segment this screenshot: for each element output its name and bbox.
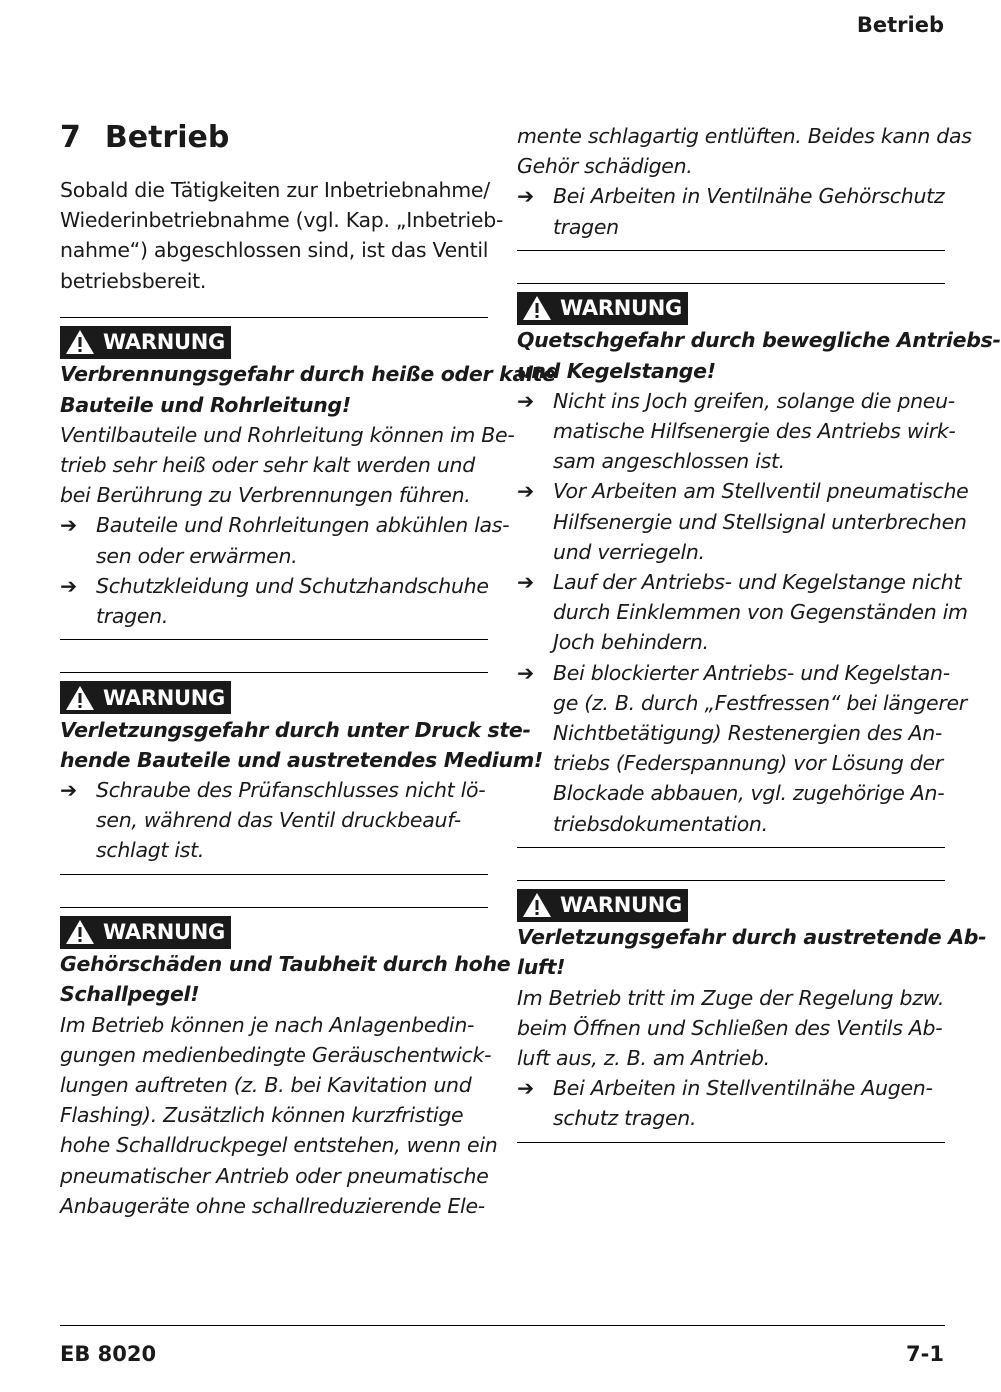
bullet-text: Schraube des Prüfanschlusses nicht lö-	[96, 778, 486, 803]
warning-box	[517, 292, 1001, 839]
warning-body: Gehör schädigen.	[517, 154, 693, 179]
warning-body: Flashing). Zusätzlich können kurzfristige	[60, 1103, 464, 1128]
arrow-bullet-icon: ➔	[517, 184, 535, 209]
warning-badge	[517, 889, 688, 922]
warning-title: Bauteile und Rohrleitung!	[60, 392, 351, 417]
page-number: 7-1	[906, 1342, 944, 1366]
warning-badge-label: WARNUNG	[560, 296, 682, 321]
warning-bullet	[517, 476, 969, 567]
warning-title: luft!	[517, 955, 566, 980]
warning-badge	[60, 916, 231, 949]
chapter-heading	[60, 120, 229, 155]
warning-body: pneumatischer Antrieb oder pneumatische	[60, 1163, 489, 1188]
intro-paragraph	[60, 175, 504, 296]
warning-title: Quetschgefahr durch bewegliche Antriebs-	[517, 328, 1001, 353]
warning-triangle-icon	[65, 329, 95, 355]
divider	[60, 672, 488, 673]
warning-badge-label: WARNUNG	[103, 920, 225, 945]
bullet-text: Nicht ins Joch greifen, solange die pneu-	[553, 388, 955, 413]
bullet-text: sen oder erwärmen.	[96, 543, 298, 568]
warning-body: Im Betrieb tritt im Zuge der Regelung bzw.	[517, 985, 945, 1010]
arrow-bullet-icon: ➔	[60, 778, 78, 803]
divider	[517, 847, 945, 848]
bullet-text: durch Einklemmen von Gegenständen im	[553, 600, 968, 625]
footer-divider	[60, 1325, 945, 1326]
warning-bullet	[60, 571, 488, 631]
warning-title: Gehörschäden und Taubheit durch hohe	[60, 952, 511, 977]
warning-badge	[60, 681, 231, 714]
bullet-text: Bauteile und Rohrleitungen abkühlen las-	[96, 513, 510, 538]
intro-line: Wiederinbetriebnahme (vgl. Kap. „Inbetrieb-	[60, 208, 504, 233]
bullet-text: und verriegeln.	[553, 539, 705, 564]
bullet-text: Hilfsenergie und Stellsignal unterbrechen	[553, 509, 967, 534]
warning-bullet	[60, 510, 510, 570]
warning-body: beim Öffnen und Schließen des Ventils Ab-	[517, 1015, 943, 1040]
arrow-bullet-icon: ➔	[517, 388, 535, 413]
divider	[60, 907, 488, 908]
bullet-text: Vor Arbeiten am Stellventil pneumatische	[553, 479, 969, 504]
chapter-title: Betrieb	[104, 120, 230, 155]
warning-body: luft aus, z. B. am Antrieb.	[517, 1046, 770, 1071]
warning-bullet	[517, 567, 968, 658]
bullet-text: tragen	[553, 214, 619, 239]
warning-box	[517, 889, 987, 1134]
bullet-text: sen, während das Ventil druckbeauf-	[96, 808, 461, 833]
warning-box-continued	[517, 121, 972, 242]
warning-body: bei Berührung zu Verbrennungen führen.	[60, 483, 471, 508]
warning-body: trieb sehr heiß oder sehr kalt werden und	[60, 452, 475, 477]
arrow-bullet-icon: ➔	[517, 479, 535, 504]
warning-body: Im Betrieb können je nach Anlagenbedin-	[60, 1012, 475, 1037]
warning-bullet	[517, 658, 967, 839]
bullet-text: Joch behindern.	[553, 630, 709, 655]
warning-badge	[517, 292, 688, 325]
bullet-text: sam angeschlossen ist.	[553, 449, 785, 474]
warning-title: Schallpegel!	[60, 982, 200, 1007]
divider	[517, 250, 945, 251]
arrow-bullet-icon: ➔	[517, 1076, 535, 1101]
document-id: EB 8020	[60, 1342, 157, 1366]
warning-body: Ventilbauteile und Rohrleitung können im Be-	[60, 422, 515, 447]
bullet-text: ge (z. B. durch „Festfressen“ bei längerer	[553, 690, 967, 715]
intro-line: betriebsbereit.	[60, 268, 207, 293]
bullet-text: Nichtbetätigung) Restenergien des An-	[553, 720, 943, 745]
arrow-bullet-icon: ➔	[517, 569, 535, 594]
divider	[60, 874, 488, 875]
warning-triangle-icon	[522, 295, 552, 321]
warning-body: lungen auftreten (z. B. bei Kavitation und	[60, 1072, 472, 1097]
arrow-bullet-icon: ➔	[60, 513, 78, 538]
bullet-text: schlagt ist.	[96, 838, 205, 863]
warning-badge	[60, 326, 231, 359]
divider	[60, 317, 488, 318]
divider	[517, 1142, 945, 1143]
warning-box	[60, 916, 511, 1221]
arrow-bullet-icon: ➔	[517, 660, 535, 685]
bullet-text: Bei Arbeiten in Stellventilnähe Augen-	[553, 1076, 933, 1101]
warning-title: Verletzungsgefahr durch unter Druck ste-	[60, 717, 531, 742]
bullet-text: Lauf der Antriebs- und Kegelstange nicht	[553, 569, 962, 594]
bullet-text: tragen.	[96, 603, 169, 628]
warning-body: gungen medienbedingte Geräuschentwick-	[60, 1042, 492, 1067]
warning-triangle-icon	[522, 892, 552, 918]
bullet-text: triebs (Federspannung) vor Lösung der	[553, 751, 943, 776]
intro-line: Sobald die Tätigkeiten zur Inbetriebnahme/	[60, 178, 490, 202]
running-header: Betrieb	[856, 13, 944, 37]
divider	[517, 283, 945, 284]
warning-bullet	[517, 386, 956, 477]
warning-title: hende Bauteile und austretendes Medium!	[60, 747, 543, 772]
bullet-text: Schutzkleidung und Schutzhandschuhe	[96, 573, 489, 598]
warning-badge-label: WARNUNG	[560, 893, 682, 918]
warning-body: hohe Schalldruckpegel entstehen, wenn ein	[60, 1133, 498, 1158]
warning-bullet	[517, 1073, 945, 1133]
warning-triangle-icon	[65, 685, 95, 711]
warning-badge-label: WARNUNG	[103, 330, 225, 355]
bullet-text: schutz tragen.	[553, 1106, 697, 1131]
warning-body: Anbaugeräte ohne schallreduzierende Ele-	[60, 1193, 485, 1218]
warning-box	[60, 681, 543, 866]
warning-title: Verletzungsgefahr durch austretende Ab-	[517, 925, 987, 950]
warning-bullet	[517, 181, 945, 241]
warning-box	[60, 326, 556, 631]
bullet-text: triebsdokumentation.	[553, 811, 768, 836]
divider	[60, 639, 488, 640]
bullet-text: matische Hilfsenergie des Antriebs wirk-	[553, 418, 956, 443]
warning-triangle-icon	[65, 919, 95, 945]
divider	[517, 880, 945, 881]
bullet-text: Blockade abbauen, vgl. zugehörige An-	[553, 781, 945, 806]
warning-bullet	[60, 775, 488, 866]
warning-title: Verbrennungsgefahr durch heiße oder kalte	[60, 362, 556, 387]
chapter-number: 7	[60, 120, 81, 155]
warning-badge-label: WARNUNG	[103, 685, 225, 710]
bullet-text: Bei blockierter Antriebs- und Kegelstan-	[553, 660, 950, 685]
right-column	[517, 121, 1001, 1143]
intro-line: nahme“) abgeschlossen sind, ist das Ventil	[60, 238, 489, 263]
bullet-text: Bei Arbeiten in Ventilnähe Gehörschutz	[553, 184, 945, 209]
arrow-bullet-icon: ➔	[60, 573, 78, 598]
warning-body: mente schlagartig entlüften. Beides kann das	[517, 124, 972, 148]
warning-title: und Kegelstange!	[517, 358, 716, 383]
